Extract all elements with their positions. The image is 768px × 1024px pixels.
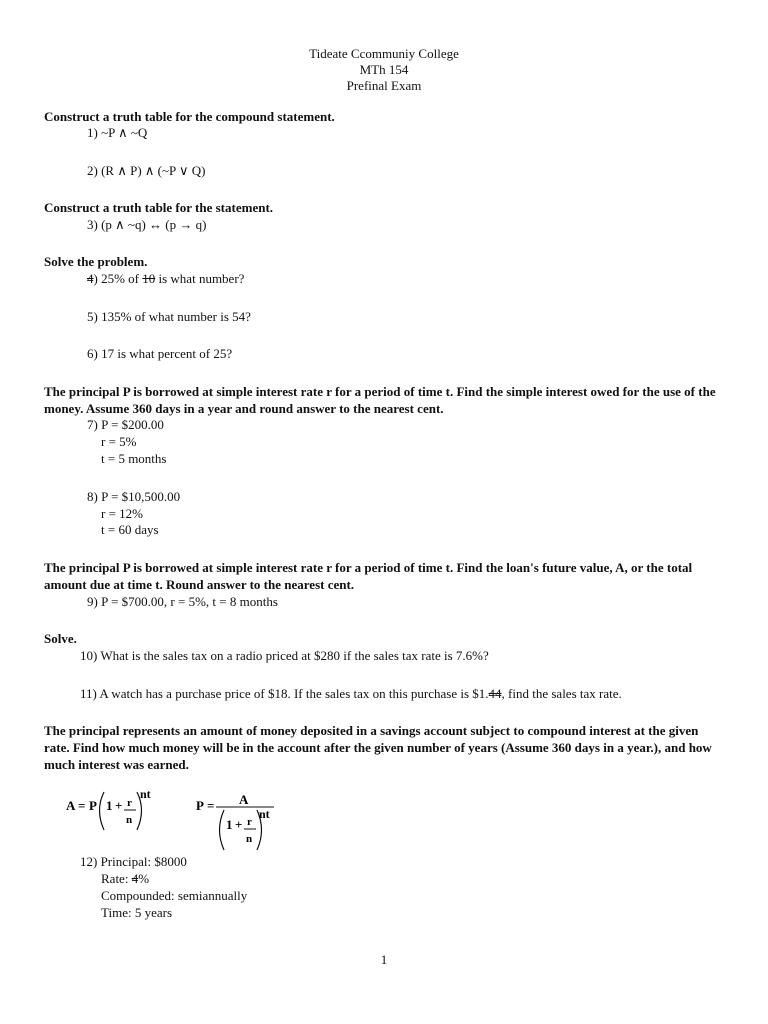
- question-12-rate: [101, 871, 149, 886]
- question-12-compounded: Compounded: semiannually: [101, 888, 248, 903]
- question-12-time: Time: 5 years: [101, 905, 173, 920]
- section-heading-compound-interest: The principal represents an amount of money deposited in a savings account subject to compound interest at the given rate. Find how much money will be in the account after the given number of years (Assume 360 days in a year.), and how much interest was earned.: [44, 723, 712, 772]
- formula-a-r: r: [127, 797, 132, 809]
- formula-a-left-paren: [100, 792, 105, 830]
- question-3: 3) (p ∧ ~q) ↔ (p → q): [87, 217, 207, 232]
- question-8-time: t = 60 days: [101, 522, 159, 537]
- formula-a-var: A: [66, 798, 76, 813]
- formula-p-exponent: nt: [259, 807, 270, 821]
- question-11-text-a: 11) A watch has a purchase price of $18. If the sales tax on this purchase is $1.: [80, 686, 489, 701]
- question-4-number: 4: [87, 271, 94, 286]
- question-4-text-c: is what number?: [155, 271, 245, 286]
- formula-p-var: P: [196, 798, 204, 813]
- formula-a-one: 1: [106, 798, 113, 813]
- question-12-principal: 12) Principal: $8000: [80, 854, 187, 869]
- formula-a-n: n: [126, 814, 133, 826]
- question-9: 9) P = $700.00, r = 5%, t = 8 months: [87, 594, 278, 609]
- section-heading-truth-compound: Construct a truth table for the compound statement.: [44, 109, 335, 124]
- formula-p-a-var: A: [239, 792, 249, 807]
- question-11: [80, 686, 622, 701]
- formula-a-p-var: P: [89, 798, 97, 813]
- question-12-rate-value: 4: [131, 871, 139, 886]
- college-name: Tideate Ccommuniy College: [309, 46, 459, 61]
- section-heading-truth-statement: Construct a truth table for the statement.: [44, 200, 274, 215]
- exam-title: Prefinal Exam: [346, 78, 422, 93]
- formula-p-equals: =: [207, 798, 215, 813]
- question-2: 2) (R ∧ P) ∧ (~P ∨ Q): [87, 163, 206, 178]
- formula-p-one: 1: [226, 817, 233, 832]
- question-7-rate: r = 5%: [101, 434, 137, 449]
- question-4-struck-value: 10: [142, 271, 156, 286]
- question-11-text-c: , find the sales tax rate.: [501, 686, 622, 701]
- formula-p-plus: +: [235, 817, 243, 832]
- formula-principal: [196, 790, 280, 852]
- formula-p-r: r: [247, 816, 252, 828]
- question-5: 5) 135% of what number is 54?: [87, 309, 251, 324]
- question-6: 6) 17 is what percent of 25?: [87, 346, 233, 361]
- question-7-time: t = 5 months: [101, 451, 167, 466]
- course-code: MTh 154: [359, 62, 409, 77]
- question-10: 10) What is the sales tax on a radio priced at $280 if the sales tax rate is 7.6%?: [80, 648, 489, 663]
- formula-p-left-paren: [220, 810, 225, 850]
- formula-a-plus: +: [115, 798, 123, 813]
- formula-future-amount: [64, 786, 164, 836]
- question-1: 1) ~P ∧ ~Q: [87, 125, 148, 140]
- question-4-text-a: ) 25% of: [93, 271, 143, 286]
- section-heading-solve-problem: Solve the problem.: [44, 254, 148, 269]
- section-heading-future-value: The principal P is borrowed at simple interest rate r for a period of time t. Find the loan's future value, A, or the total amount due at time t. Round answer to the nearest cent.: [44, 560, 693, 592]
- question-8-principal: 8) P = $10,500.00: [87, 489, 181, 504]
- question-7-principal: 7) P = $200.00: [87, 417, 164, 432]
- page-number: 1: [380, 952, 388, 967]
- question-12-rate-unit: %: [138, 871, 150, 886]
- formula-a-equals: =: [78, 798, 86, 813]
- section-heading-simple-interest: The principal P is borrowed at simple interest rate r for a period of time t. Find the simple interest owed for the use of the money. Assume 360 days in a year and round answer to the nearest cent.: [44, 384, 716, 416]
- question-11-struck-value: 44: [488, 686, 502, 701]
- question-4: [87, 271, 244, 286]
- formula-p-n: n: [246, 833, 253, 845]
- section-heading-solve: Solve.: [44, 631, 77, 646]
- question-8-rate: r = 12%: [101, 506, 143, 521]
- formula-a-exponent: nt: [140, 787, 151, 801]
- question-12-rate-label: Rate:: [101, 871, 132, 886]
